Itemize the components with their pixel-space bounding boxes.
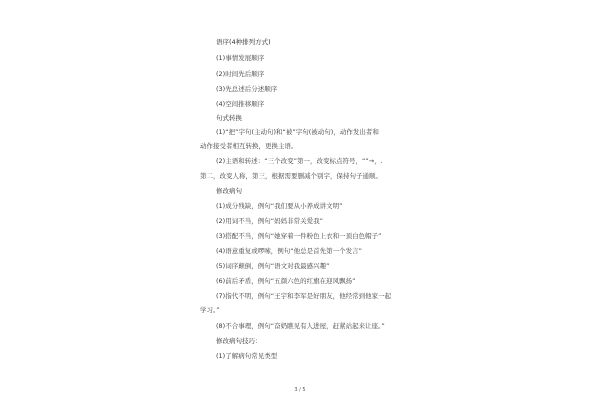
list-item: (2)时间先后顺序 bbox=[216, 70, 265, 78]
list-item: (5)词序颠倒，例句“语文对我最感兴趣” bbox=[216, 262, 330, 270]
list-item: (4)语意重复或啰嗦，例句“他总是首先第一个发言” bbox=[216, 247, 362, 255]
list-item-continuation: 学习。” bbox=[200, 306, 220, 314]
list-item: (8)不合事理，例句“奋奶瞧见有人进屋，赶紧站起来让座。” bbox=[216, 322, 385, 330]
list-item: (4)空间推移顺序 bbox=[216, 100, 265, 108]
page-number: 3 / 5 bbox=[294, 387, 306, 393]
list-item: (6)前后矛盾，例句“五颜六色的红旗在迎风飘扬” bbox=[216, 277, 356, 285]
section-heading-fix-sentences: 修改病句 bbox=[216, 187, 242, 195]
list-item: (3)先总述后分述顺序 bbox=[216, 85, 278, 93]
paragraph-line: (1)“把”字句(主动句)和“被”字句(被动句)，动作发出者和 bbox=[216, 128, 379, 136]
paragraph-line: 第二，改变人称，第三，根据需要删减个别字，保持句子通顺。 bbox=[200, 172, 382, 180]
list-item: (3)搭配不当，例句“她穿着一件粉色上衣和一顶白色帽子” bbox=[216, 232, 382, 240]
section-heading-word-order: 语序(4种排列方式) bbox=[216, 38, 271, 46]
list-item: (1)成分残缺，例句“我们要从小养成讲文明” bbox=[216, 202, 343, 210]
section-heading-techniques: 修改病句技巧： bbox=[216, 337, 262, 345]
list-item: (1)了解病句常见类型 bbox=[216, 352, 278, 360]
list-item: (7)指代不明，例句“王宇和李军是好朋友，他经常到他家一起 bbox=[216, 292, 392, 300]
paragraph-line: (2)主语和转述：“三个改变”第一，改变标点符号，“”→，. bbox=[216, 157, 383, 165]
list-item: (2)用词不当，例句“妈妈非常关爱我” bbox=[216, 217, 323, 225]
paragraph-line: 动作接受者相互转换，更换主语。 bbox=[200, 142, 298, 150]
list-item: (1)事情发展顺序 bbox=[216, 54, 265, 62]
section-heading-sentence-conversion: 句式转换 bbox=[216, 114, 242, 122]
